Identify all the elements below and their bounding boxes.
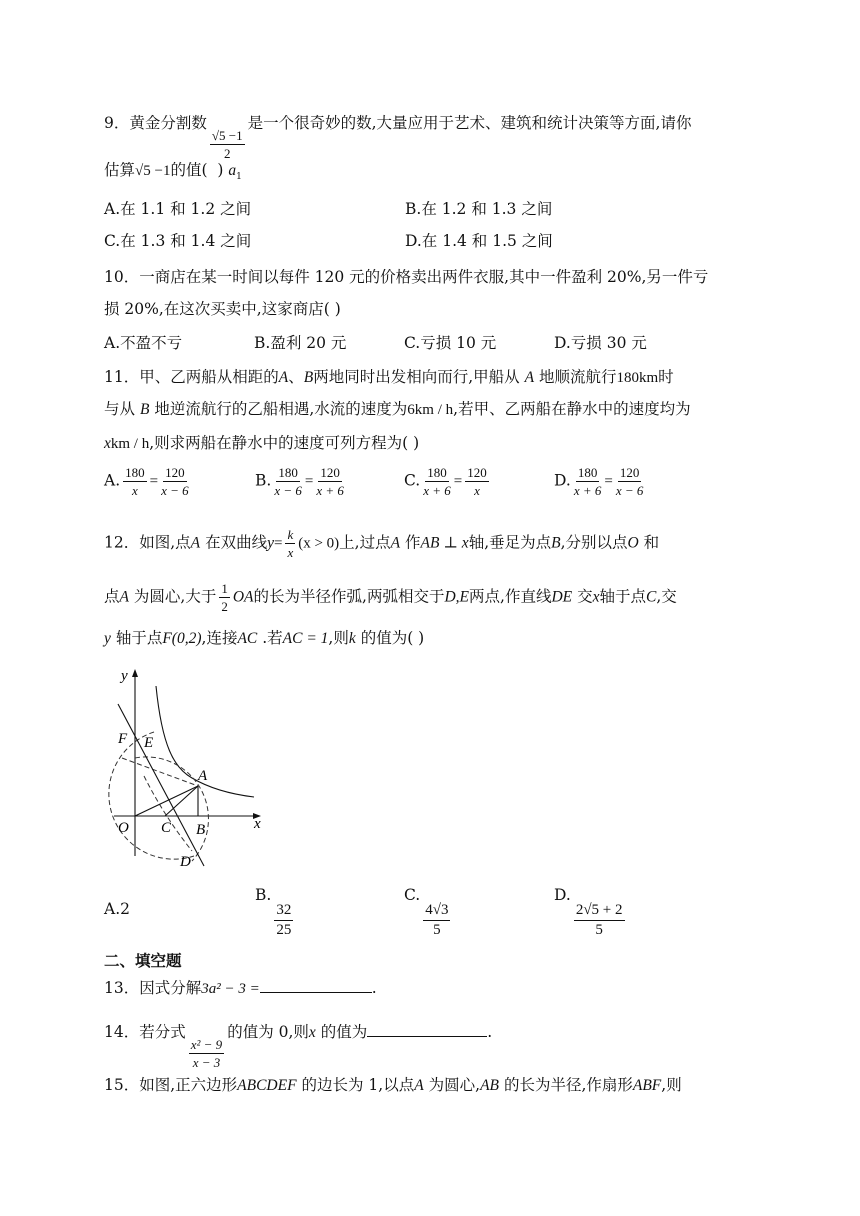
q11-line1: 11．甲、乙两船从相距的A、B两地同时出发相向而行,甲船从 A 地顺流航行180km时 [104,368,674,386]
label-y: y [121,668,128,684]
q12-line1: 12．如图,点A 在双曲线y= $\frac{k}{x}$ (x > 0)上,过点A 作AB ⊥ x轴,垂足为点B,分别以点O 和 [104,527,660,560]
label-a: A [198,768,208,784]
section-heading-fill-in: 二、填空题 [104,952,182,970]
q10-line2: 损 20%,在这次买卖中,这家商店( ) [104,300,341,318]
q11-option-d[interactable]: D. $\frac{180}{x + 6}$ = $\frac{120}{x - 6}$ [554,465,644,498]
label-b: B [196,822,206,838]
label-e: E [144,735,154,751]
y-axis-arrow [132,669,138,677]
q12-option-d[interactable]: D. $\frac{2√5 + 2}{5}$ [554,886,623,938]
label-x: x [254,816,261,832]
q11-line3: xkm / h,则求两船在静水中的速度可列方程为( ) [104,434,420,452]
label-o: O [118,820,129,836]
q13-line: 13．因式分解3a² − 3 = . [104,979,377,997]
q11-line2: 与从 B 地逆流航行的乙船相遇,水流的速度为6km / h,若甲、乙两船在静水中的速度均为 [104,400,691,418]
dashed-f-to-a [122,758,198,786]
q9-option-c[interactable]: C.在 1.3 和 1.4 之间 [104,232,252,250]
q12-option-c[interactable]: C. $\frac{4√3}{5}$ [404,886,449,938]
q12-line2: 点A 为圆心,大于 $\frac{1}{2}$ OA的长为半径作弧,两弧相交于D,E两点,作直线DE 交x轴于点C,交 [104,581,677,614]
q9-line2: 估算√5 −1的值( ) $a_1$ [104,161,242,183]
q10-option-d[interactable]: D.亏损 30 元 [554,334,647,352]
arc-centered-a [109,732,194,859]
golden-ratio-fraction: $\frac{√5 -1}{2}$ [211,128,243,161]
q13-answer-blank[interactable] [260,991,372,993]
q14-answer-blank[interactable] [367,1035,487,1037]
line-de [118,704,204,866]
label-c: C [161,820,172,836]
q9-option-b[interactable]: B.在 1.2 和 1.3 之间 [405,200,553,218]
q9-option-d[interactable]: D.在 1.4 和 1.5 之间 [405,232,553,250]
q9-line1: 9．黄金分割数 $\frac{√5 -1}{2}$ 是一个很奇妙的数,大量应用于艺术、建筑和统计决策等方面,请你 [104,114,692,161]
q10-line1: 10．一商店在某一时间以每件 120 元的价格卖出两件衣服,其中一件盈利 20%,另一件亏 [104,268,709,286]
q9-option-a[interactable]: A.在 1.1 和 1.2 之间 [104,200,252,218]
q10-option-c[interactable]: C.亏损 10 元 [404,334,497,352]
segment-oa [135,786,198,816]
hyperbola-fraction: $\frac{k}{x}$ [287,527,294,560]
q12-figure [104,666,274,872]
q11-option-a[interactable]: A. $\frac{180}{x}$ = $\frac{120}{x - 6}$ [104,465,189,498]
label-d: D [180,854,191,870]
q10-option-a[interactable]: A.不盈不亏 [104,334,183,352]
q15-line: 15．如图,正六边形ABCDEF 的边长为 1,以点A 为圆心,AB 的长为半径,作扇形ABF,则 [104,1076,682,1094]
q12-option-b[interactable]: B. $\frac{32}{25}$ [255,886,292,938]
label-f: F [118,731,128,747]
q11-option-b[interactable]: B. $\frac{180}{x - 6}$ = $\frac{120}{x + 6}$ [255,465,344,498]
q12-line3: y 轴于点F(0,2),连接AC .若AC = 1,则k 的值为( ) [104,629,425,647]
q11-option-c[interactable]: C. $\frac{180}{x + 6}$ = $\frac{120}{x}$ [404,465,487,498]
q14-line: 14．若分式 $\frac{\text{x² − 9}}{x - 3}$ 的值为 0,则x 的值为 . [104,1023,493,1070]
q12-option-a[interactable]: A.2 [104,900,130,918]
q10-option-b[interactable]: B.盈利 20 元 [254,334,347,352]
